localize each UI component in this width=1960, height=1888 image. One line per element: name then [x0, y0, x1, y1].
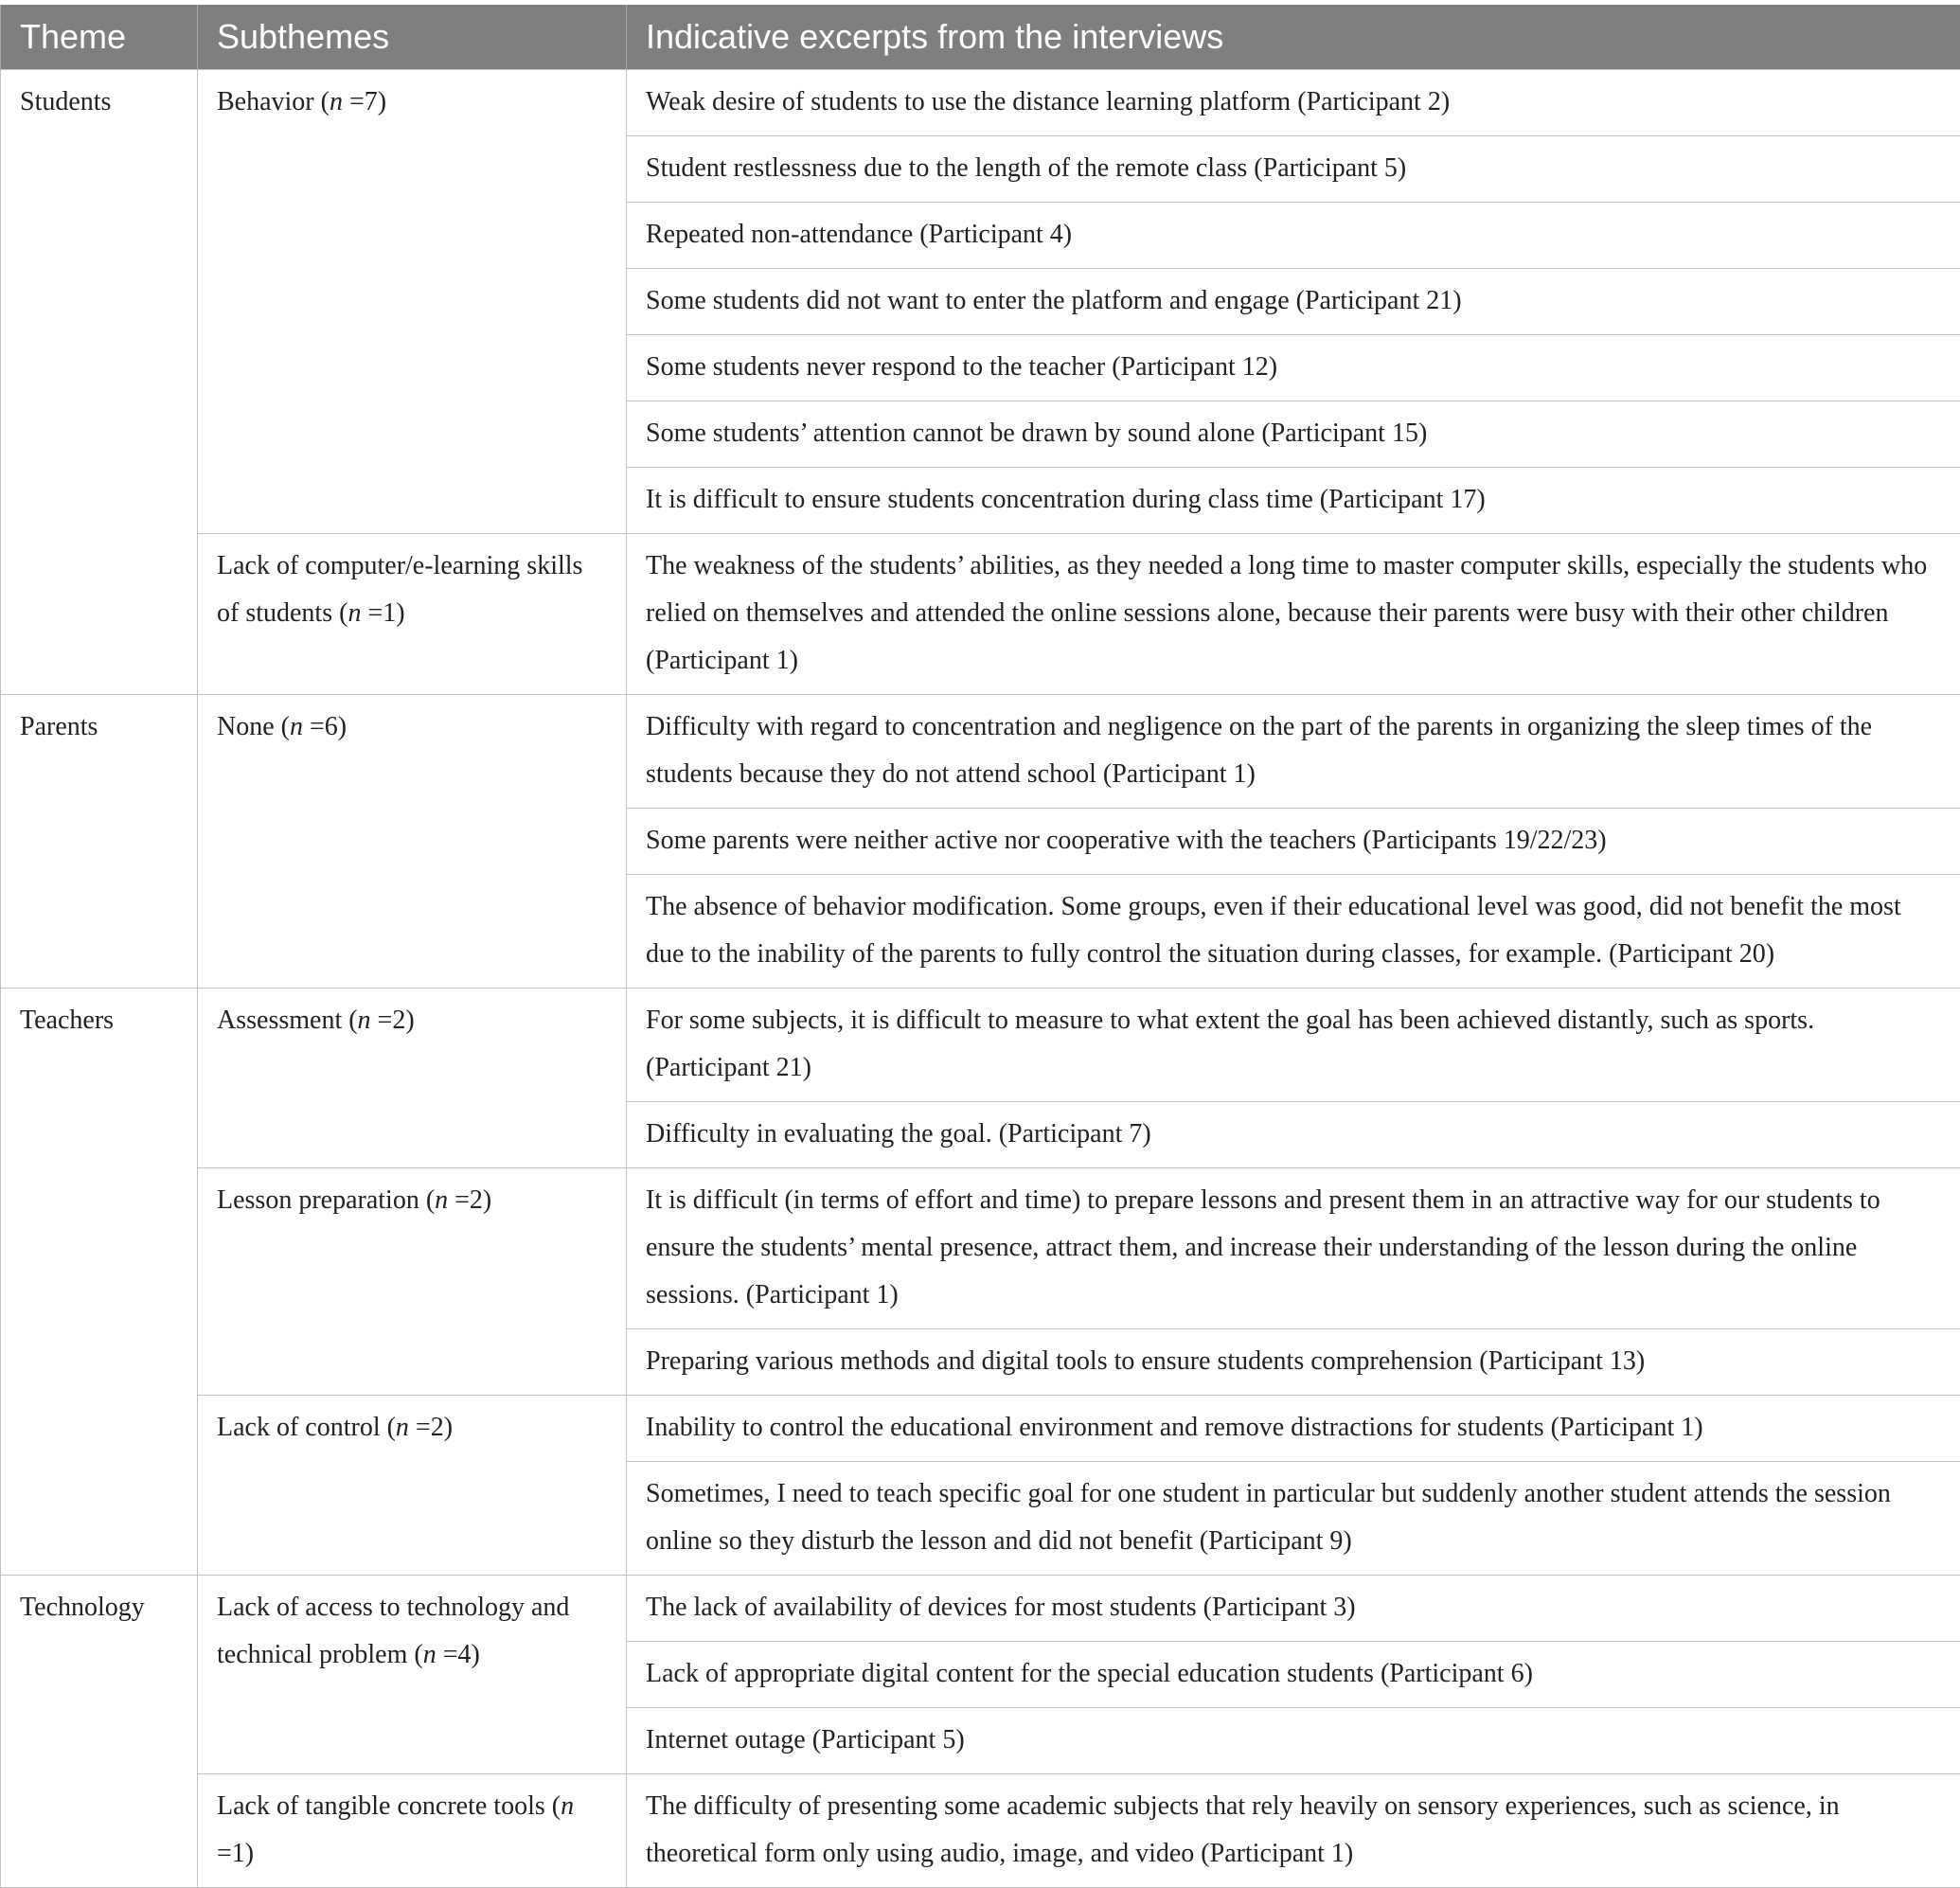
sample-size-symbol: n: [358, 1006, 371, 1035]
excerpt-text: Preparing various methods and digital tools to ensure students comprehension (Participant 13): [646, 1346, 1645, 1376]
excerpt-text: Difficulty with regard to concentration and negligence on the part of the parents in organizing the sleep times of the students because they do not attend school (Participant 1): [646, 712, 1872, 789]
sample-size-count: =2): [409, 1413, 453, 1442]
subtheme-cell: [198, 70, 627, 534]
excerpt-cell: [627, 534, 1960, 695]
theme-cell: [1, 989, 198, 1576]
excerpt-cell: [627, 875, 1960, 989]
excerpt-cell: [627, 1576, 1960, 1642]
subtheme-name: Lack of tangible concrete tools (: [217, 1791, 561, 1821]
excerpt-cell: [627, 1708, 1960, 1774]
subtheme-cell: [198, 695, 627, 989]
excerpt-text: It is difficult (in terms of effort and time) to prepare lessons and present them in an attractive way for our students to ensure the students’ mental presence, attract them, and increase their understanding of the lesson during the online sessions. (Participant 1): [646, 1185, 1880, 1309]
header-subthemes: Subthemes: [198, 5, 627, 70]
excerpt-text: The absence of behavior modification. Some groups, even if their educational level was good, did not benefit the most due to the inability of the parents to fully control the situation during classes, for example. (Participant 20): [646, 892, 1901, 969]
excerpt-text: Some students’ attention cannot be drawn by sound alone (Participant 15): [646, 419, 1427, 448]
table-body: [1, 70, 1960, 1888]
table-row: [1, 534, 1960, 695]
sample-size-symbol: n: [435, 1185, 448, 1215]
subtheme-name: Assessment (: [217, 1006, 358, 1035]
theme-name: Technology: [20, 1593, 145, 1622]
excerpt-text: Inability to control the educational environment and remove distractions for students (Participant 1): [646, 1413, 1703, 1442]
excerpt-text: Difficulty in evaluating the goal. (Participant 7): [646, 1119, 1151, 1149]
excerpt-cell: [627, 1642, 1960, 1708]
subtheme-cell: [198, 534, 627, 695]
excerpt-cell: [627, 203, 1960, 269]
excerpt-text: Weak desire of students to use the distance learning platform (Participant 2): [646, 87, 1450, 116]
sample-size-count: =1): [217, 1839, 254, 1868]
excerpt-cell: [627, 809, 1960, 875]
sample-size-symbol: n: [423, 1640, 437, 1669]
excerpt-cell: [627, 1462, 1960, 1576]
excerpt-text: The lack of availability of devices for most students (Participant 3): [646, 1593, 1356, 1622]
excerpt-cell: [627, 1774, 1960, 1888]
sample-size-count: =7): [343, 87, 386, 116]
excerpt-text: Lack of appropriate digital content for the special education students (Participant 6): [646, 1659, 1533, 1688]
table-row: [1, 70, 1960, 136]
excerpt-text: Some parents were neither active nor cooperative with the teachers (Participants 19/22/23): [646, 826, 1607, 855]
sample-size-count: =1): [361, 598, 404, 628]
header-row: [1, 5, 1960, 70]
sample-size-symbol: n: [347, 598, 361, 628]
theme-cell: [1, 1576, 198, 1888]
theme-cell: [1, 70, 198, 695]
table-row: [1, 1396, 1960, 1462]
excerpt-cell: [627, 468, 1960, 534]
excerpt-cell: [627, 335, 1960, 401]
theme-name: Teachers: [20, 1006, 114, 1035]
sample-size-symbol: n: [561, 1791, 574, 1821]
excerpt-cell: [627, 1102, 1960, 1168]
excerpt-cell: [627, 401, 1960, 468]
subtheme-cell: [198, 1168, 627, 1396]
table-row: [1, 1576, 1960, 1642]
excerpt-text: Student restlessness due to the length of the remote class (Participant 5): [646, 153, 1406, 183]
subtheme-name: Behavior (: [217, 87, 330, 116]
excerpt-cell: [627, 1329, 1960, 1396]
table-row: [1, 1168, 1960, 1329]
subtheme-cell: [198, 1576, 627, 1774]
excerpt-cell: [627, 1396, 1960, 1462]
subtheme-name: Lack of access to technology and technical problem (: [217, 1593, 569, 1669]
excerpt-text: Repeated non-attendance (Participant 4): [646, 220, 1072, 249]
table-row: [1, 1774, 1960, 1888]
excerpt-text: The weakness of the students’ abilities, as they needed a long time to master computer skills, especially the students who relied on themselves and attended the online sessions alone, because their parents were busy with their other children (Participant 1): [646, 551, 1927, 675]
excerpt-text: It is difficult to ensure students concentration during class time (Participant 17): [646, 485, 1486, 514]
theme-cell: [1, 695, 198, 989]
sample-size-count: =4): [437, 1640, 480, 1669]
excerpt-text: For some subjects, it is difficult to measure to what extent the goal has been achieved distantly, such as sports. (Participant 21): [646, 1006, 1814, 1082]
sample-size-symbol: n: [396, 1413, 409, 1442]
sample-size-count: =2): [371, 1006, 415, 1035]
excerpt-text: Some students never respond to the teacher (Participant 12): [646, 352, 1277, 382]
sample-size-count: =2): [448, 1185, 491, 1215]
header-excerpts: Indicative excerpts from the interviews: [627, 5, 1960, 70]
sample-size-count: =6): [303, 712, 347, 741]
excerpt-text: Some students did not want to enter the platform and engage (Participant 21): [646, 286, 1462, 315]
excerpt-cell: [627, 989, 1960, 1102]
excerpt-text: Internet outage (Participant 5): [646, 1725, 965, 1754]
table-container: [0, 5, 1960, 1888]
theme-name: Students: [20, 87, 111, 116]
themes-table: [0, 5, 1960, 1888]
subtheme-name: Lack of control (: [217, 1413, 396, 1442]
excerpt-cell: [627, 1168, 1960, 1329]
theme-name: Parents: [20, 712, 98, 741]
excerpt-cell: [627, 136, 1960, 203]
subtheme-name: None (: [217, 712, 290, 741]
excerpt-cell: [627, 269, 1960, 335]
subtheme-cell: [198, 1774, 627, 1888]
subtheme-cell: [198, 1396, 627, 1576]
table-header: [1, 5, 1960, 70]
subtheme-name: Lack of computer/e-learning skills of students (: [217, 551, 582, 628]
subtheme-name: Lesson preparation (: [217, 1185, 435, 1215]
excerpt-cell: [627, 70, 1960, 136]
table-row: [1, 989, 1960, 1102]
excerpt-text: The difficulty of presenting some academic subjects that rely heavily on sensory experiences, such as science, in theoretical form only using audio, image, and video (Participant 1): [646, 1791, 1840, 1868]
header-theme: Theme: [1, 5, 198, 70]
sample-size-symbol: n: [330, 87, 343, 116]
subtheme-cell: [198, 989, 627, 1168]
excerpt-text: Sometimes, I need to teach specific goal for one student in particular but suddenly another student attends the session online so they disturb the lesson and did not benefit (Participant 9): [646, 1479, 1891, 1556]
excerpt-cell: [627, 695, 1960, 809]
sample-size-symbol: n: [290, 712, 303, 741]
table-row: [1, 695, 1960, 809]
